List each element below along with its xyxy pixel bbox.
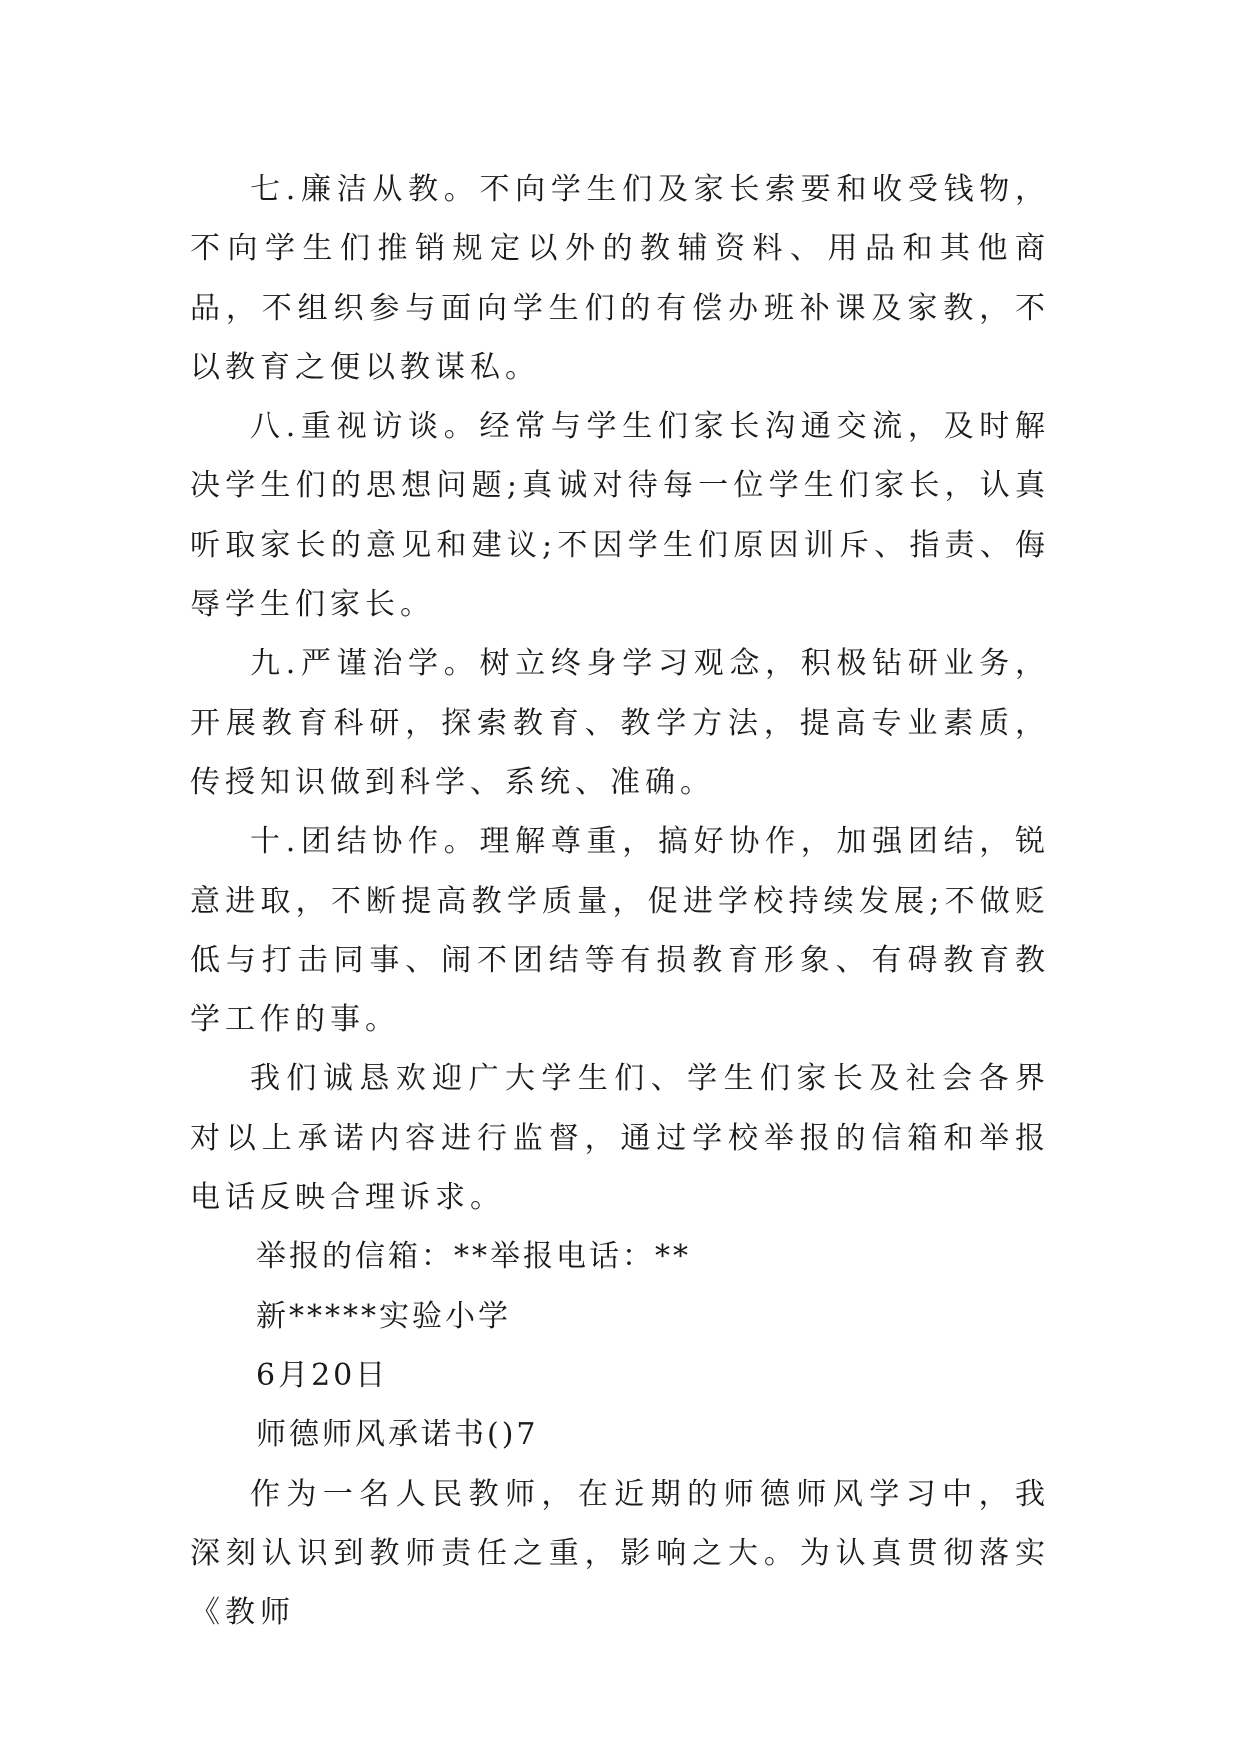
paragraph-integrity: 七.廉洁从教。不向学生们及家长索要和收受钱物，不向学生们推销规定以外的教辅资料、用品和其他商品，不组织参与面向学生们的有偿办班补课及家教，不以教育之便以教谋私。 [190,172,1050,385]
paragraph-teamwork: 十.团结协作。理解尊重，搞好协作，加强团结，锐意进取，不断提高教学质量，促进学校持续发展;不做贬低与打击同事、闹不团结等有损教育形象、有碍教育教学工作的事。 [190,824,1050,1038]
paragraph-pledge-intro: 作为一名人民教师，在近期的师德师风学习中，我深刻认识到教师责任之重，影响之大。为认真贯彻落实《教师 [190,1476,1050,1631]
paragraph-home-visits: 八.重视访谈。经常与学生们家长沟通交流，及时解决学生们的思想问题;真诚对待每一位学生们家长，认真听取家长的意见和建议;不因学生们原因训斥、指责、侮辱学生们家长。 [190,409,1050,623]
school-name: 新*****实验小学 [256,1298,511,1334]
section-title: 师德师风承诺书()7 [256,1417,539,1453]
document-body [190,160,1050,1642]
paragraph-supervision: 我们诚恳欢迎广大学生们、学生们家长及社会各界对以上承诺内容进行监督，通过学校举报的信箱和举报电话反映合理诉求。 [190,1061,1050,1216]
report-contact-line: 举报的信箱：**举报电话：** [256,1239,691,1275]
document-date: 6月20日 [256,1357,389,1393]
paragraph-rigorous-study: 九.严谨治学。树立终身学习观念，积极钻研业务，开展教育科研，探索教育、教学方法，提高专业素质，传授知识做到科学、系统、准确。 [190,646,1050,800]
